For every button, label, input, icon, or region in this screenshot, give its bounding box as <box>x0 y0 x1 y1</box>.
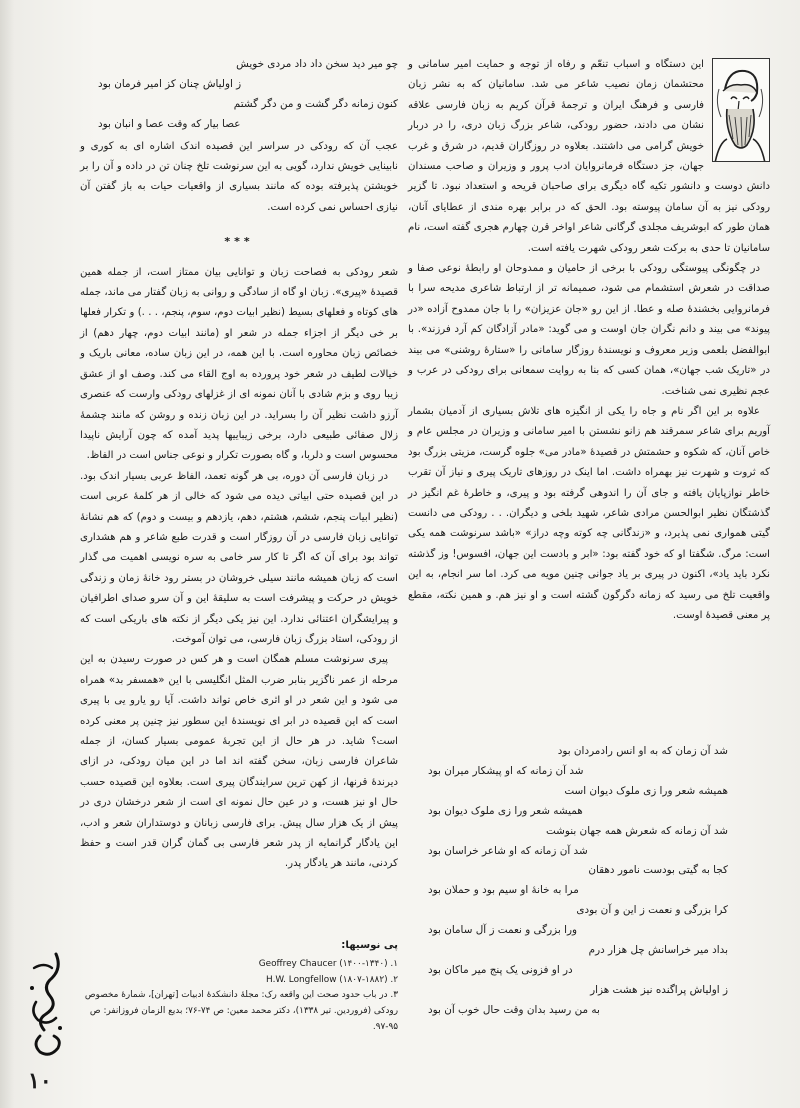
verse-line: شد آن زمانه که او شاعر خراسان بود <box>428 844 588 857</box>
verse-line: به من رسید بدان وقت حال خوب آن بود <box>428 1003 600 1016</box>
footnote-text: در باب حدود صحت این واقعه رک: مجلهٔ دانشکدهٔ ادبیات [تهران]، شمارهٔ مخصوص رودکی (فروردین. تیر ۱۳۳۸)، دکتر محمد معین: ص ۷۴-۷۶؛ بدیع الزمان فروزانفر: ص ۹۵-۹۷. <box>84 990 398 1032</box>
right-paragraph-1: این دستگاه و اسباب تنعّم و رفاه از توجه و حمایت امیر سامانی و محتشمان زمان نصیب شاعر می شد. سامانیان که به نشر زبان فارسی و فرهنگ ایران و ترجمهٔ قرآن کریم به زبان فارسی علاقه نشان می دادند، حضور رودکی، شاعر بزرگ زبان دری، را در دربار خویش گرامی می داشتند. بعلاوه در روزگاران قدیم، در شرق و غرب جهان، جز دستگاه فرمانروایان ادب پرور و وزیران و صاحب مسندان دانش دوست و دانشور تکیه گاه دیگری برای صاحبان قریحه و استعداد نبود. تا گزیر رودکی نیز به آن سامان پیوسته بود. الحق که در برابر بهره مندی از عطایای آنان، همان طور که ابوشریف مجلدی گرگانی شاعر اواخر قرن چهارم هجری گفته است، نام سامانیان تا حدی به برکت شعر رودکی شهرت یافته است. <box>408 59 770 254</box>
poet-portrait-icon <box>712 58 770 162</box>
verse-line: ورا بزرگی و نعمت ز آل سامان بود <box>428 924 578 937</box>
verse-line: همیشه شعر ورا زی ملوک دیوان است <box>564 784 728 797</box>
page-number: ۱۰ <box>28 1068 52 1094</box>
right-paragraph-3: علاوه بر این اگر نام و جاه را یکی از انگیزه های تلاش بسیاری از آدمیان بشمار آوریم برای شاعر سمرقند هم زانو نشستن با امیر سامانی و وزیران در مجلس عام و خاص آنان، که شکوه و حشمتش در قصیدهٔ «مادر می» جلوه گرست، مزیتی بزرگ بود که ثروت و شهرت نیز بهمراه داشت. اما اینک در روزهای تاریک پیری و نیاز آن تقرب خاطر نوازپایان یافته و جای آن را اندوهی گرفته بود و پیری، و خاطرهٔ غم انگیز در گذشتگان نظیر ابوالحسن مرادی شاعر، شهید بلخی و دیگران. . . رودکی می دانست گیتی همواری نمی پذیرد، و «زندگانی چه کوته وچه دراز» «باشد سرنوشت همه یکی است: مرگ. شگفتا او که خود گفته بود: «ابر و بادست این جهان، افسوس! وز گذشته نکرد باید یاد»، اکنون در پیری بر یاد جوانی چنین مویه می کرد. اما سر انجام، به این واقعیت تلخ می رسید که زمانه دگرگون گشته است و او نیز هم. و همین نکته، مقطع پر معنی قصیدهٔ اوست. <box>408 405 770 621</box>
left-column <box>80 55 398 875</box>
footnote-text: Geoffrey Chaucer (۱۴۰۰-۱۳۴۰) <box>258 958 388 969</box>
verse-line: ز اولیاش چنان کز امیر فرمان بود <box>98 77 242 90</box>
left-paragraph-4: پیری سرنوشت مسلم همگان است و هر کس در صورت رسیدن به این مرحله از عمر ناگزیر بنابر ضرب المثل انگلیسی با این «همسفر بد» همراه می شود و این شعر در او اثری خاص تواند داشت. آیا رو یارو یی با پیری است که این قصیده در ابر ای نویسندهٔ این سطور نیز چنین پر معنی کرده است؟ شاید. در هر حال از این تجربهٔ عمومی بسیار کسان، از جمله شاعران فارسی زبان، سخن گفته اند اما در این میان رودکی، در ازای دیرندهٔ قرنها، از کهن ترین سرایندگان پیری است. بعلاوه این قصیده حسب حال او نیز هست، و در عین حال نمونه ای است از شعر درخشان دری در پیش از یک هزار سال پیش. برای فارسی زبانان و دوستداران شعر و ادب، این یادگار گرانمایه از پدر شعر فارسی بی گمان گران قدر است و حفظ کردنی، مانند هر یادگار پدر. <box>80 654 398 870</box>
verse-line: شد آن زمانه که او پیشکار میران بود <box>428 764 584 777</box>
brand-logo <box>22 948 70 1068</box>
footnotes <box>80 938 398 1036</box>
footnote-item <box>80 988 398 1035</box>
footnote-text: H.W. Longfellow (۱۸۰۷-۱۸۸۲) <box>266 974 388 985</box>
verse-line: کرا بزرگی و نعمت ز این و آن بودی <box>576 904 728 917</box>
footnote-item <box>80 957 398 973</box>
verse-line: مرا به خانهٔ او سیم بود و حملان بود <box>428 884 579 897</box>
right-column <box>408 55 770 626</box>
portrait-drawing <box>712 59 769 162</box>
verse-line: کنون زمانه دگر گشت و من دگر گشتم <box>233 97 398 110</box>
brand-logo-calligraphy <box>22 948 70 1068</box>
verse-line: کجا به گیتی بودست نامور دهقان <box>588 864 728 877</box>
footnote-number: ۱. <box>390 958 398 969</box>
footnote-number: ۲. <box>390 974 398 985</box>
footnote-item <box>80 973 398 989</box>
gutter-shadow <box>0 0 14 1108</box>
left-paragraph-3: در زبان فارسی آن دوره، بی هر گونه تعمد، الفاظ عربی بسیار اندک بود. در این قصیده حتی ابیاتی دیده می شود که خالی از هر کلمهٔ عربی است (نظیر ابیات پنجم، ششم، هشتم، دهم، یازدهم و بیست و دوم) که هم نشانهٔ توانایی زبان فارسی در آن روزگار است و قدرت طبع شاعر و هم هشداری تواند بود برای آن که اگر تا کار سر خامی به سره نویسی اهمیت می گذار است که زبان همیشه مانند سیلی خروشان در بستر رود خانهٔ زمان و زندگی خویش در حرکت و پیشرفت است به سلیقهٔ این و آن سرو صدای اطرافیان و پیرایشگران اعتنائی ندارد. این نیز یکی دیگر از نکته های باریکی است که از رودکی، استاد بزرگ زبان فارسی، می توان آموخت. <box>80 470 398 645</box>
verse-block-top <box>98 55 398 135</box>
left-paragraph-1: عجب آن که رودکی در سراسر این قصیده اندک اشاره ای به کوری و نابینایی خویش ندارد، گویی به این سرنوشت تلخ چنان تن در داده و آن را بر خویشتن پذیرفته بوده که مانند بسیاری از واقعیات حیات به باز گفتن آن نیازی احساس نمی کرده است. <box>80 140 398 213</box>
verse-line: ز اولیاش پراگنده نیز هشت هزار <box>590 983 728 996</box>
section-divider: *** <box>224 235 254 249</box>
verse-block-bottom <box>428 742 728 1021</box>
verse-line: چو میر دید سخن داد داد مردی خویش <box>236 58 398 70</box>
verse-line: بداد میر خراسانش چل هزار درم <box>588 944 728 957</box>
footnotes-title: پی نوسیها: <box>341 940 398 951</box>
right-paragraph-2: در چگونگی پیوستگی رودکی با برخی از حامیان و ممدوحان او رابطهٔ نوعی صفا و صداقت در شعرش استشمام می شود، صمیمانه تر از ارتباط شاعری مدیحه سرا با فرمانروایی بخشندهٔ صله و عطا. از این رو «جان عزیزان» را با جان ممدوح آزاده «در پیوند» می بیند و دانم نگران جان اوست و می گوید: «مادر آزادگان کم آرد فرزند». با ابوالفضل بلعمی وزیر معروف و نویسندهٔ روزگار سامانی را «ستارهٔ روشنی» می بیند در «تاریک شب جهان»، همان کسی که بنا به روایت سمعانی برای رودکی در عرب و عجم نظیری نمی شناخت. <box>408 263 770 397</box>
verse-line: همیشه شعر ورا زی ملوک دیوان بود <box>428 804 583 817</box>
verse-line: شد آن زمانه که شعرش همه جهان بنوشت <box>545 824 728 837</box>
left-paragraph-2: شعر رودکی به فصاحت زبان و توانایی بیان ممتاز است، از جمله همین قصیدهٔ «پیری». زبان او گاه از سادگی و روانی به زبان گفتار می ماند، جمله های کوتاه و فعلهای بسیط (نظیر ابیات دوم، سوم، پنجم، . . .) و تکرار فعلها بر خی دیگر از اجزاء جمله در شعر او (مانند ابیات دوم، چهار دهم) از خصائص زبان محاوره است. با این همه، در این زبان ساده، معانی باریک و خیالات لطیف در شعر خود پرورده به اوج القاء می کند. وصف او از عشق زیبا روی و بزم شادی با آنان نمونه ای از غزلهای رودکی وارست که عنصری آرزو داشت نظیر آن را بسراید. در این زبان زنده و روشن که مانند چشمهٔ زلال صفائی طبیعی دارد، برخی زیباییها پدید آمده که چون آرایش ناپیدا محسوس است و دلربا، و گاه بصورت تکرار و نوعی جناس است در الفاظ. <box>80 266 398 462</box>
verse-line: در او فزونی یک پنج میر ماکان بود <box>428 963 573 976</box>
footnote-number: ۳. <box>390 990 398 1001</box>
verse-line: شد آن زمان که به او انس رادمردان بود <box>557 745 728 757</box>
verse-line: عصا بیار که وقت عصا و انبان بود <box>98 117 241 130</box>
